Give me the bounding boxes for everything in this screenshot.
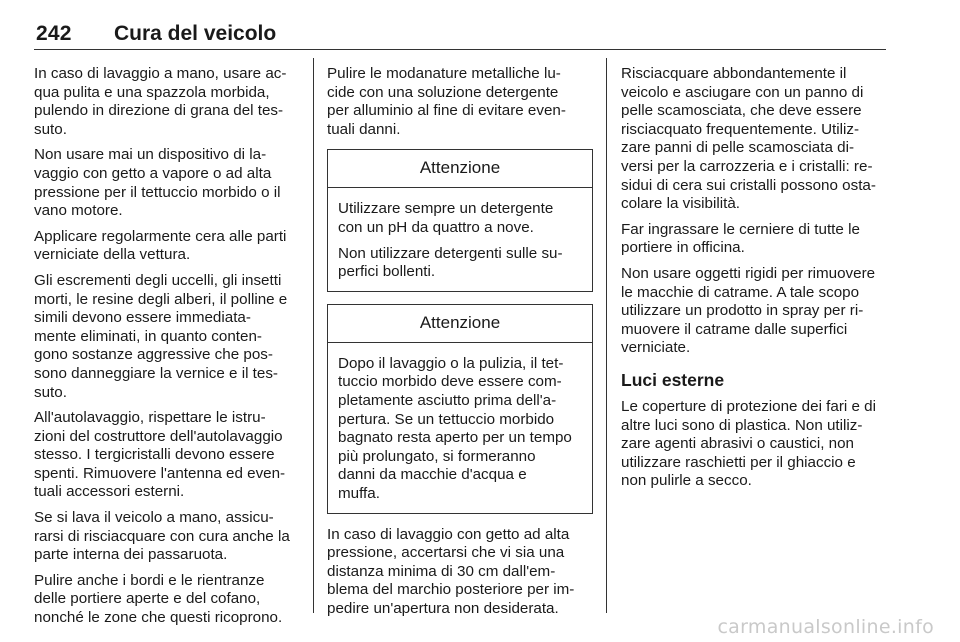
warning-body bbox=[328, 188, 592, 290]
watermark: carmanualsonline.info bbox=[717, 616, 934, 638]
warning-box bbox=[327, 304, 593, 514]
header-rule bbox=[34, 49, 886, 50]
column-divider bbox=[606, 58, 607, 613]
column-right bbox=[621, 65, 887, 498]
paragraph: Pulire le modanature metalliche lu- cide con una soluzione detergente per alluminio al fine di evitare even- tuali danni. bbox=[327, 65, 566, 138]
page-number: 242 bbox=[36, 22, 72, 45]
paragraph: Gli escrementi degli uccelli, gli insetti morti, le resine degli alberi, il polline e simili devono essere immediata- mente eliminati, in quanto conten- gono sostanze aggressive che pos- sono danneggiare la vernice e il tes- suto. bbox=[34, 271, 288, 401]
column-divider bbox=[313, 58, 314, 613]
paragraph: All'autolavaggio, rispettare le istru- zioni del costruttore dell'autolavaggio stesso. I tergicristalli devono essere spenti. Rimuovere l'antenna ed even- tuali accessori esterni. bbox=[34, 409, 286, 501]
warning-box bbox=[327, 149, 593, 291]
paragraph: Non usare mai un dispositivo di la- vaggio con getto a vapore o ad alta pressione per il tettuccio morbido o il vano motore. bbox=[34, 146, 281, 220]
paragraph: Le coperture di protezione dei fari e di altre luci sono di plastica. Non utiliz- zare agenti abrasivi o caustici, non utilizzare raschietti per il ghiaccio e non pulirle a secco. bbox=[621, 397, 876, 490]
chapter-title: Cura del veicolo bbox=[114, 22, 277, 45]
warning-title: Attenzione bbox=[328, 150, 592, 188]
column-left bbox=[34, 65, 300, 635]
column-middle bbox=[327, 65, 593, 625]
paragraph: In caso di lavaggio a mano, usare ac- qua pulita e una spazzola morbida, pulendo in direzione di grana del tes- suto. bbox=[34, 65, 287, 138]
section-heading: Luci esterne bbox=[621, 369, 725, 390]
warning-paragraph: Utilizzare sempre un detergente con un pH da quattro a nove. bbox=[338, 200, 554, 236]
paragraph: In caso di lavaggio con getto ad alta pressione, accertarsi che vi sia una distanza minima di 30 cm dall'em- blema del marchio posteriore per im- pedire un'apertura non desiderata. bbox=[327, 525, 575, 617]
paragraph: Applicare regolarmente cera alle parti verniciate della vettura. bbox=[34, 227, 287, 264]
warning-paragraph: Dopo il lavaggio o la pulizia, il tet- tuccio morbido deve essere com- pletamente asciutto prima dell'a- pertura. Se un tettuccio morbido bagnato resta aperto per un tempo più prolungato, si formeranno danni da macchie d'acqua e muffa. bbox=[338, 354, 572, 502]
paragraph: Non usare oggetti rigidi per rimuovere le macchie di catrame. A tale scopo utilizzare un prodotto in spray per ri- muovere il catrame dalle superfici verniciate. bbox=[621, 264, 876, 357]
warning-body bbox=[328, 343, 592, 513]
paragraph: Se si lava il veicolo a mano, assicu- rarsi di risciacquare con cura anche la parte interna dei passaruota. bbox=[34, 509, 290, 564]
warning-paragraph: Non utilizzare detergenti sulle su- perfici bollenti. bbox=[338, 244, 563, 281]
paragraph: Pulire anche i bordi e le rientranze delle portiere aperte e del cofano, nonché le zone che questi ricoprono. bbox=[34, 571, 283, 627]
warning-title: Attenzione bbox=[328, 305, 592, 343]
paragraph: Risciacquare abbondantemente il veicolo e asciugare con un panno di pelle scamosciata, che deve essere risciacquato frequentemente. Utiliz- zare panni di pelle scamosciata di- versi per la carrozzeria e i cristalli: re- sidui di cera sui cristalli possono osta- colare la visibilità. bbox=[621, 65, 876, 213]
paragraph: Far ingrassare le cerniere di tutte le portiere in officina. bbox=[621, 220, 860, 257]
